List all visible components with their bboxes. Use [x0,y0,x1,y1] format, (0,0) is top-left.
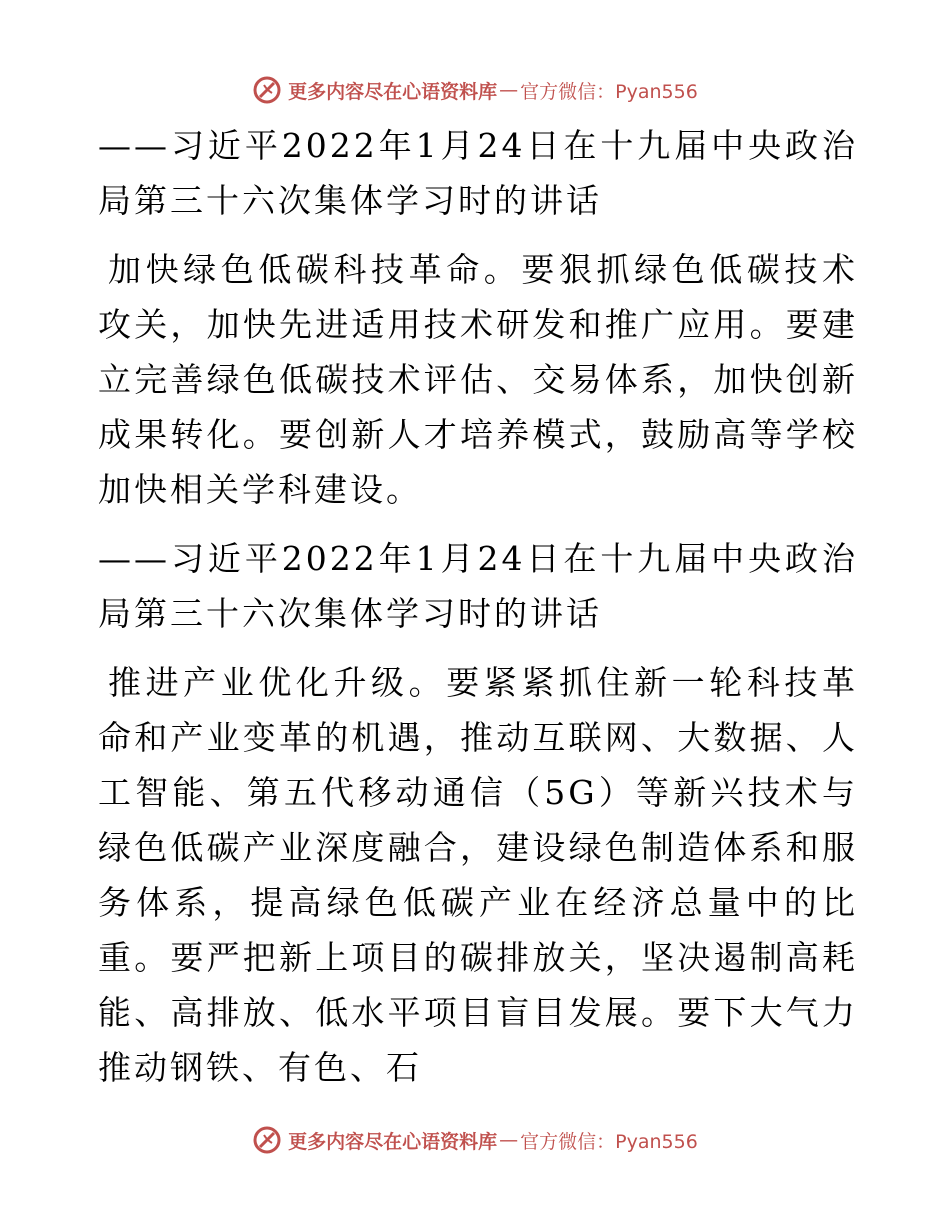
watermark-wechat-text: 官方微信：Pyan556 [520,80,698,103]
brand-logo-icon [252,75,282,105]
watermark-separator: — [499,1129,519,1151]
watermark-wechat-text: 官方微信：Pyan556 [520,1130,698,1153]
source-attribution: ——习近平2022年1月24日在十九届中央政治局第三十六次集体学习时的讲话 [98,126,858,220]
watermark-promo-text: 更多内容尽在心语资料库 [288,80,498,103]
source-attribution: ——习近平2022年1月24日在十九届中央政治局第三十六次集体学习时的讲话 [98,539,858,633]
body-paragraph: 推进产业优化升级。要紧紧抓住新一轮科技革命和产业变革的机遇，推动互联网、大数据、人工智能、第五代移动通信（5G）等新兴技术与绿色低碳产业深度融合，建设绿色制造体系和服务体系，提高绿色低碳产业在经济总量中的比重。要严把新上项目的碳排放关，坚决遏制高耗能、高排放、低水平项目盲目发展。要下大气力推动钢铁、有色、石 [98,663,858,1087]
body-paragraph: 加快绿色低碳科技革命。要狠抓绿色低碳技术攻关，加快先进适用技术研发和推广应用。要建立完善绿色低碳技术评估、交易体系，加快创新成果转化。要创新人才培养模式，鼓励高等学校加快相关学科建设。 [98,250,858,509]
watermark-separator: — [499,79,519,101]
header-watermark [0,70,950,110]
footer-watermark [0,1120,950,1160]
watermark-promo-text: 更多内容尽在心语资料库 [288,1130,498,1153]
document-body [98,118,858,1109]
brand-logo-icon [252,1125,282,1155]
